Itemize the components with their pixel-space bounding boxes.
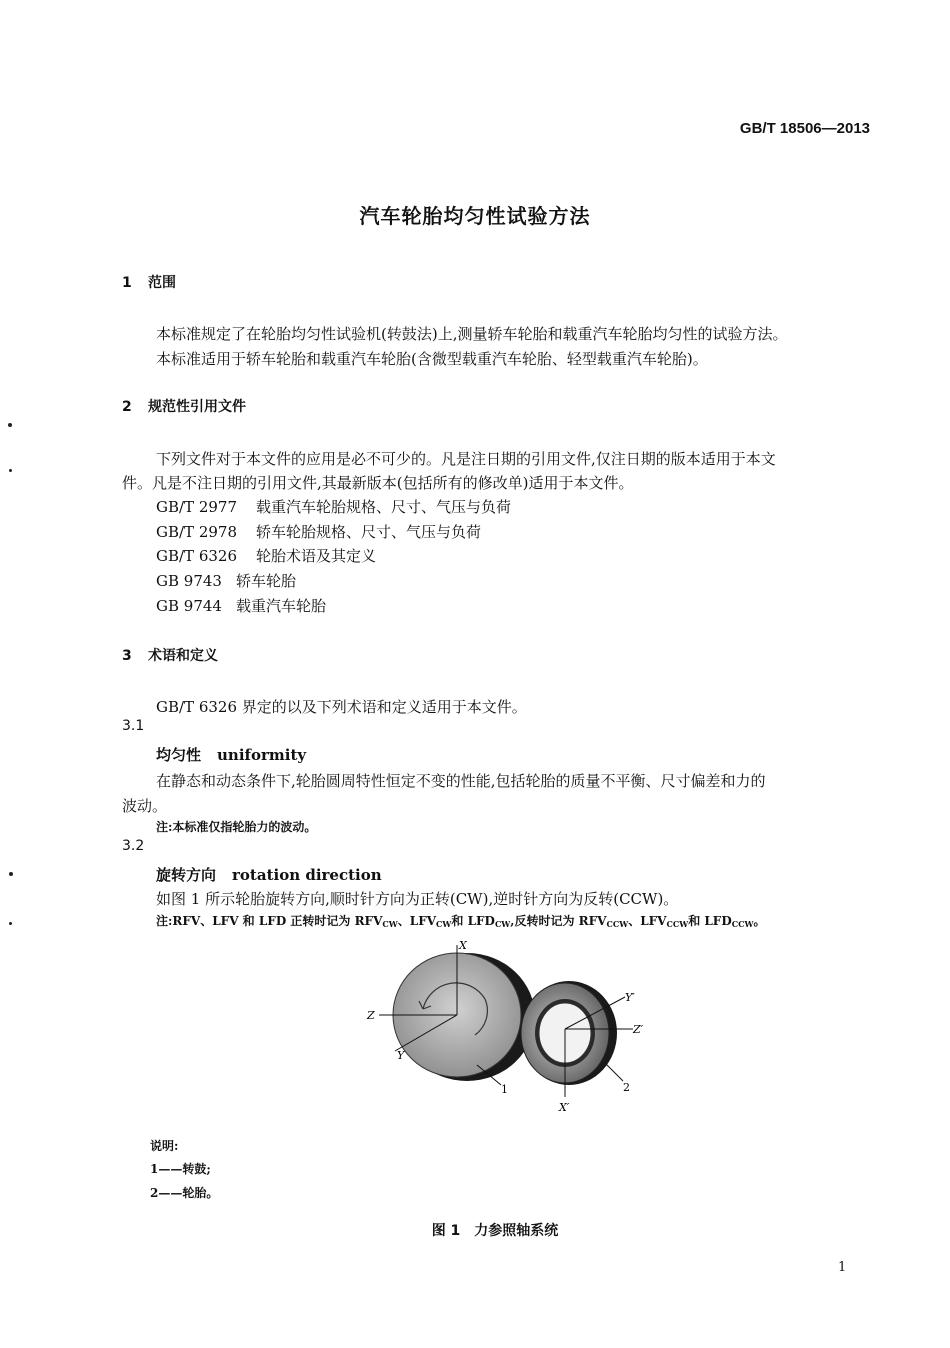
term-number: 3.2 <box>122 838 145 854</box>
label-x: X <box>459 939 467 952</box>
note-text: 、LFV <box>628 914 667 928</box>
section-title: 范围 <box>148 275 176 291</box>
label-z-prime: Z′ <box>633 1023 644 1036</box>
note-text: 和 LFD <box>451 914 495 928</box>
reference-title: 轮胎术语及其定义 <box>256 547 377 565</box>
paragraph: 在静态和动态条件下,轮胎圆周特性恒定不变的性能,包括轮胎的质量不平衡、尺寸偏差和力的 <box>156 772 766 790</box>
subscript: CCW <box>606 919 629 929</box>
term-number: 3.1 <box>122 718 145 734</box>
label-y: Y <box>397 1049 405 1062</box>
subscript: CCW <box>731 919 754 929</box>
term-heading <box>156 864 382 885</box>
scan-speck <box>9 872 13 876</box>
note-text: 注:RFV、LFV 和 LFD 正转时记为 RFV <box>156 914 383 928</box>
standard-number: GB/T 18506—2013 <box>739 120 870 137</box>
reference-title: 载重汽车轮胎 <box>236 597 327 615</box>
section-title: 术语和定义 <box>148 648 218 664</box>
paragraph: 本标准规定了在轮胎均匀性试验机(转鼓法)上,测量轿车轮胎和载重汽车轮胎均匀性的试验方法。 <box>156 325 788 343</box>
paragraph: GB/T 6326 界定的以及下列术语和定义适用于本文件。 <box>156 698 527 716</box>
section-number: 3 <box>122 648 132 664</box>
reference-item <box>156 595 326 616</box>
section-number: 2 <box>122 399 132 415</box>
paragraph: 如图 1 所示轮胎旋转方向,顺时针方向为正转(CW),逆时针方向为反转(CCW)。 <box>156 890 679 908</box>
legend-item: 1——转鼓; <box>150 1162 211 1176</box>
note-text: 、LFV <box>397 914 437 928</box>
term-heading <box>156 744 306 765</box>
subscript: CW <box>382 919 398 929</box>
reference-item <box>156 545 376 566</box>
section-title: 规范性引用文件 <box>148 399 246 415</box>
subscript: CW <box>436 919 452 929</box>
legend-item: 2——轮胎。 <box>150 1186 219 1200</box>
reference-item <box>156 521 481 542</box>
reference-item <box>156 570 296 591</box>
note: 注:本标准仅指轮胎力的波动。 <box>156 820 317 834</box>
section-3-heading <box>122 645 218 665</box>
page-number: 1 <box>838 1260 847 1275</box>
section-2-heading <box>122 396 246 416</box>
callout-2: 2 <box>623 1081 630 1094</box>
note-text: ,反转时记为 RFV <box>510 914 607 928</box>
section-1-heading <box>122 272 176 292</box>
section-number: 1 <box>122 275 132 291</box>
reference-code: GB/T 2978 <box>156 523 238 541</box>
document-title: 汽车轮胎均匀性试验方法 <box>359 204 591 228</box>
note-text: 。 <box>753 914 766 928</box>
label-y-prime: Y′ <box>625 991 635 1004</box>
label-z: Z <box>367 1009 375 1022</box>
scan-speck <box>9 922 12 925</box>
term-en: rotation direction <box>232 866 382 884</box>
reference-title: 轿车轮胎规格、尺寸、气压与负荷 <box>256 523 482 541</box>
reference-item <box>156 496 511 517</box>
reference-code: GB 9743 <box>156 572 222 590</box>
figure-force-axes <box>355 935 655 1115</box>
reference-title: 载重汽车轮胎规格、尺寸、气压与负荷 <box>256 498 512 516</box>
term-cn: 均匀性 <box>156 746 202 764</box>
subscript: CCW <box>666 919 689 929</box>
reference-code: GB 9744 <box>156 597 222 615</box>
scan-speck <box>8 423 12 427</box>
paragraph: 件。凡是不注日期的引用文件,其最新版本(包括所有的修改单)适用于本文件。 <box>122 474 634 492</box>
note-text: 和 LFD <box>688 914 732 928</box>
reference-code: GB/T 6326 <box>156 547 238 565</box>
paragraph: 本标准适用于轿车轮胎和载重汽车轮胎(含微型载重汽车轮胎、轻型载重汽车轮胎)。 <box>156 350 708 368</box>
subscript: CW <box>494 919 511 929</box>
legend-title: 说明: <box>150 1139 179 1153</box>
paragraph: 波动。 <box>122 797 168 815</box>
label-x-prime: X′ <box>559 1101 570 1114</box>
reference-code: GB/T 2977 <box>156 498 238 516</box>
reference-title: 轿车轮胎 <box>236 572 297 590</box>
callout-1: 1 <box>501 1083 508 1096</box>
leader-2 <box>605 1063 623 1081</box>
term-en: uniformity <box>217 746 307 764</box>
paragraph: 下列文件对于本文件的应用是必不可少的。凡是注日期的引用文件,仅注日期的版本适用于本文 <box>156 450 776 468</box>
scan-speck <box>9 469 12 472</box>
term-cn: 旋转方向 <box>156 866 217 884</box>
note <box>156 912 765 929</box>
figure-caption: 图 1 力参照轴系统 <box>431 1223 559 1239</box>
